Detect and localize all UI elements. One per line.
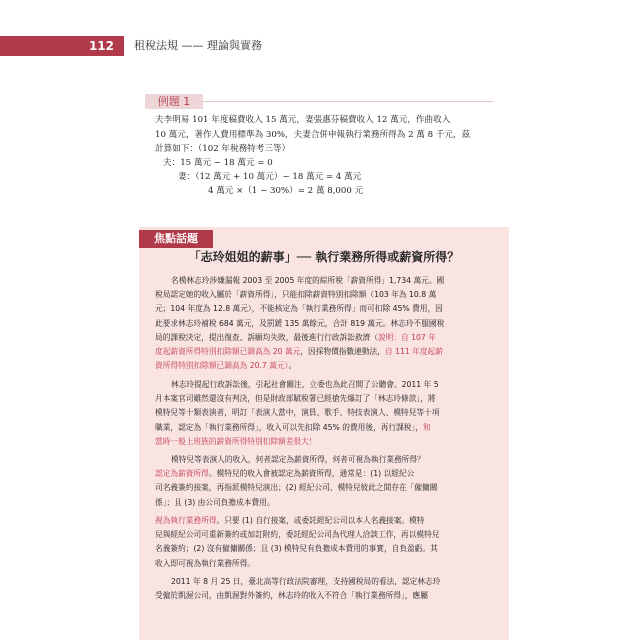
- focus-paragraph-5: [155, 575, 500, 603]
- paragraph-line: [155, 557, 500, 571]
- paragraph-line: [155, 496, 500, 510]
- highlighted-text: 視為執行業務所得: [155, 516, 217, 525]
- body-text: 。模特兒的收入會被認定為薪資所得，通常是：(1) 以經紀公: [208, 469, 415, 479]
- highlighted-text: 和: [422, 422, 431, 432]
- page-number: 112: [0, 36, 124, 56]
- example-body: [155, 113, 500, 157]
- paragraph-line: [155, 359, 500, 373]
- focus-paragraph-1: [155, 274, 500, 373]
- paragraph-line: [155, 406, 500, 420]
- example-label: 例題 1: [145, 94, 203, 109]
- paragraph-line: [155, 467, 500, 481]
- highlighted-text: 度起薪資所得特別扣除額已調高為 20 萬元: [155, 347, 301, 357]
- paragraph-line: [155, 392, 500, 406]
- focus-topic-title: 「志玲姐姐的薪事」── 執行業務所得或薪資所得？: [188, 250, 460, 264]
- body-text: 模特兒等表演人的收入，何者認定為薪資所得，何者可視為執行業務所得？: [171, 455, 425, 464]
- paragraph-line: [155, 345, 500, 359]
- body-text: 名義簽約；(2) 沒有僱傭關係；且 (3) 模特兒有負擔成本費用的事實，自負盈虧。其: [155, 544, 438, 554]
- body-text: 名模林志玲涉嫌漏報 2003 至 2005 年度的綜所稅「薪資所得」1,734 萬元。國: [171, 276, 445, 285]
- body-text: 元；104 年度為 12.8 萬元），不能核定為「執行業務所得」而可扣除 45% 費用，因: [155, 304, 443, 314]
- body-text: 係」；且 (3) 由公司負擔成本費用。: [155, 497, 275, 507]
- body-text: 林志玲提起行政訴訟後，引起社會關注，立委也為此召開了公聽會。2011 年 5: [171, 380, 439, 389]
- body-text: ，因採物價指數連動法，: [300, 347, 385, 357]
- paragraph-line: [155, 589, 500, 603]
- body-text: 局的課稅決定，提出復查、訴願均失敗，最後進行行政訴訟救濟（: [155, 332, 378, 342]
- focus-paragraph-4: [155, 514, 500, 571]
- paragraph-line: [155, 302, 500, 316]
- body-text: 受僱於凱渥公司，由凱渥對外簽約，林志玲的收入不符合「執行業務所得」，應屬: [155, 591, 428, 601]
- body-text: 兒與經紀公司可重新簽約或加訂附約，委託經紀公司為代理人洽談工作，再以模特兒: [155, 530, 440, 540]
- paragraph-line: [155, 435, 500, 449]
- paragraph-line: [155, 542, 500, 556]
- paragraph-line: [155, 575, 500, 589]
- paragraph-line: [155, 528, 500, 542]
- example-line: 計算如下：（102 年稅務特考三等）: [155, 144, 291, 154]
- running-title: 租稅法規 —— 理論與實務: [134, 39, 262, 52]
- calc-husband: 夫：15 萬元 − 18 萬元 = 0: [163, 158, 273, 168]
- example-line: 10 萬元，著作人費用標準為 30%，夫妻合併申報執行業務所得為 2 萬 8 千元，茲: [155, 129, 471, 140]
- paragraph-line: [155, 421, 500, 435]
- body-text: 2011 年 8 月 25 日，臺北高等行政法院審理，支持國稅局的看法，認定林志玲: [171, 577, 441, 586]
- calc-result: 4 萬元 ×（1 − 30%）= 2 萬 8,000 元: [208, 186, 364, 196]
- paragraph-line: [155, 378, 500, 392]
- paragraph-line: [155, 514, 500, 528]
- body-text: 稅局認定她的收入屬於「薪資所得」，只能扣除薪資特別扣除額（103 年為 10.8 萬: [155, 290, 437, 300]
- highlighted-text: 說明：自 107 年: [377, 332, 436, 342]
- example-line: 夫李明易 101 年度稿費收入 15 萬元，妻張惠芬稿費收入 12 萬元，作曲收入: [155, 115, 451, 125]
- paragraph-line: [155, 317, 500, 331]
- highlighted-text: 當時一般上班族的薪資所得特別扣除額差很大！: [155, 436, 317, 446]
- highlighted-text: 認定為薪資所得: [155, 469, 209, 479]
- body-text: 此要求林志玲補稅 684 萬元，及罰鍰 135 萬餘元，合計 819 萬元。林志玲不服國稅: [155, 318, 445, 328]
- body-text: 月本案官司雖然還沒有判決，但是財政部賦稅署已經搶先爆訂了「林志玲條款」，將: [155, 394, 436, 404]
- body-text: 。只要 (1) 自行接案，或委託經紀公司以本人名義接案。模特: [216, 516, 425, 525]
- body-text: 。: [288, 361, 297, 371]
- paragraph-line: [155, 288, 500, 302]
- paragraph-line: [155, 453, 500, 467]
- paragraph-line: [155, 274, 500, 288]
- paragraph-line: [155, 331, 500, 345]
- focus-topic-label: 焦點話題: [139, 230, 213, 248]
- example-divider: [203, 101, 493, 102]
- body-text: 職業，認定為「執行業務所得」，收入可以先扣除 45% 的費用後，再行課稅」，: [155, 422, 423, 432]
- focus-paragraph-2: [155, 378, 500, 449]
- body-text: 司名義簽約接案，再指派模特兒演出；(2) 經紀公司、模特兒彼此之間存在「僱傭關: [155, 483, 438, 493]
- body-text: 收入即可視為執行業務所得。: [155, 558, 255, 568]
- highlighted-text: 資所得特別扣除額已調高為 20.7 萬元）: [155, 361, 289, 371]
- calc-wife: 妻：（12 萬元 + 10 萬元）− 18 萬元 = 4 萬元: [178, 172, 362, 182]
- focus-paragraph-3: [155, 453, 500, 510]
- page-header: [0, 34, 640, 58]
- paragraph-line: [155, 481, 500, 495]
- highlighted-text: 自 111 年度起薪: [384, 347, 443, 357]
- body-text: 模特兒等十類表演者，明訂「表演人當中，演員、歌手、特技表演人、模特兒等十項: [155, 408, 440, 418]
